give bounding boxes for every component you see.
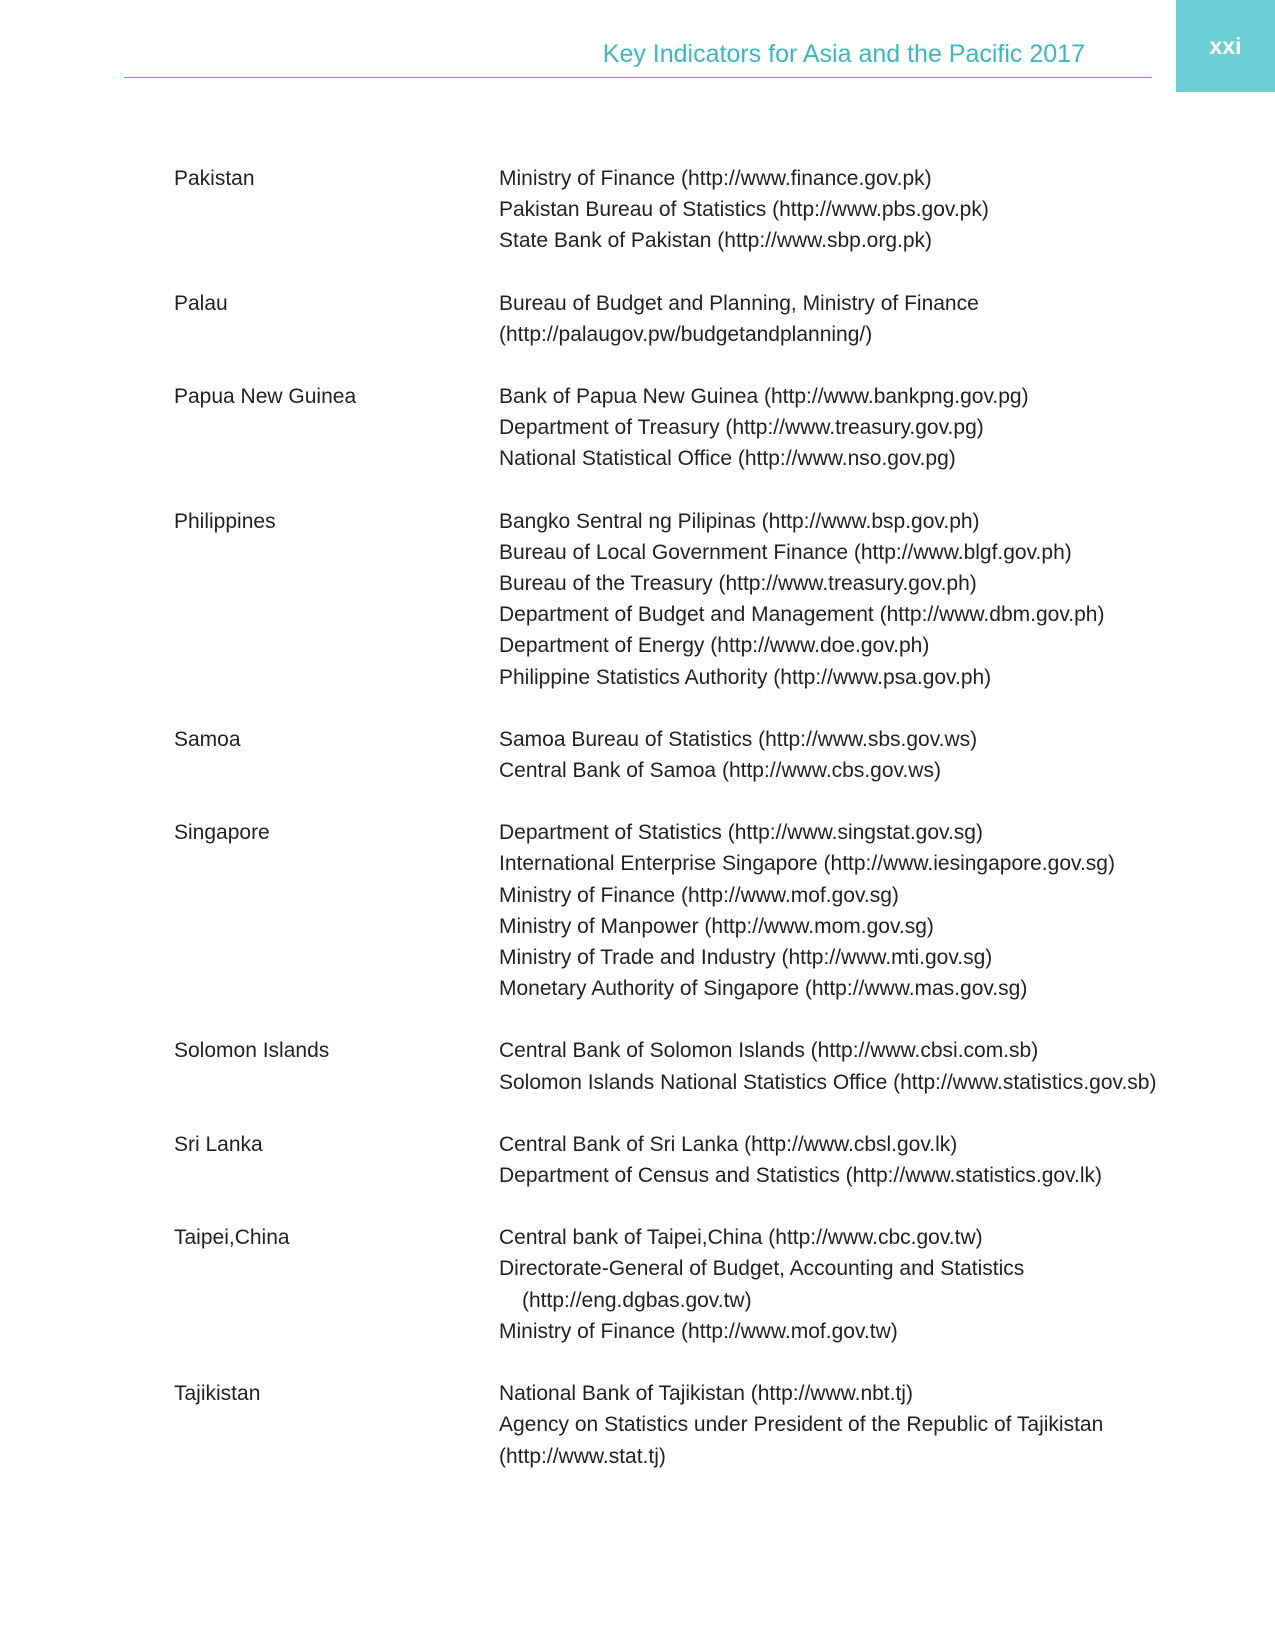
source-line: Central Bank of Samoa (http://www.cbs.gov.ws) <box>499 759 941 783</box>
source-list <box>499 1129 1174 1191</box>
source-line: Ministry of Finance (http://www.mof.gov.sg) <box>499 883 899 907</box>
source-line: Department of Statistics (http://www.singstat.gov.sg) <box>499 821 983 845</box>
entry-philippines <box>174 506 1174 693</box>
source-line: National Bank of Tajikistan (http://www.nbt.tj) <box>499 1382 913 1406</box>
source-line: Central Bank of Solomon Islands (http://www.cbsi.com.sb) <box>499 1039 1039 1063</box>
entry-solomon-islands <box>174 1035 1174 1097</box>
country-name: Philippines <box>174 509 276 533</box>
source-line: Ministry of Manpower (http://www.mom.gov.sg) <box>499 914 934 938</box>
source-list <box>499 1035 1174 1097</box>
source-line: Solomon Islands National Statistics Office (http://www.statistics.gov.sb) <box>499 1070 1157 1094</box>
country-name: Samoa <box>174 727 241 751</box>
source-line: Bureau of the Treasury (http://www.treasury.gov.ph) <box>499 572 977 596</box>
source-line: Monetary Authority of Singapore (http://www.mas.gov.sg) <box>499 977 1028 1001</box>
source-line: Department of Census and Statistics (http://www.statistics.gov.lk) <box>499 1164 1103 1188</box>
source-line: Department of Treasury (http://www.treasury.gov.pg) <box>499 416 984 440</box>
source-list <box>499 506 1174 693</box>
source-line: Pakistan Bureau of Statistics (http://www.pbs.gov.pk) <box>499 198 989 222</box>
country-name: Singapore <box>174 821 270 845</box>
source-line: Department of Budget and Management (http://www.dbm.gov.ph) <box>499 603 1105 627</box>
source-line: Samoa Bureau of Statistics (http://www.sbs.gov.ws) <box>499 727 978 751</box>
entry-papua-new-guinea <box>174 381 1174 475</box>
page-number: xxi <box>1209 32 1242 59</box>
source-list <box>499 1378 1174 1472</box>
country-name: Tajikistan <box>174 1382 261 1406</box>
source-line: Bureau of Budget and Planning, Ministry of Finance <box>499 291 979 315</box>
source-list <box>499 381 1174 475</box>
source-list <box>499 1222 1174 1347</box>
source-line: (http://palaugov.pw/budgetandplanning/) <box>499 322 873 346</box>
country-name: Palau <box>174 291 228 315</box>
header-divider <box>124 77 1152 78</box>
source-line: Department of Energy (http://www.doe.gov.ph) <box>499 634 930 658</box>
source-line: Agency on Statistics under President of the Republic of Tajikistan <box>499 1413 1104 1437</box>
sources-list <box>174 163 1174 1503</box>
running-header-title: Key Indicators for Asia and the Pacific 2017 <box>602 40 1085 68</box>
source-line: National Statistical Office (http://www.nso.gov.pg) <box>499 447 956 471</box>
source-line: Philippine Statistics Authority (http://www.psa.gov.ph) <box>499 665 992 689</box>
source-line: (http://www.stat.tj) <box>499 1444 666 1468</box>
source-list <box>499 724 1174 786</box>
source-line: International Enterprise Singapore (http://www.iesingapore.gov.sg) <box>499 852 1115 876</box>
source-line: Bank of Papua New Guinea (http://www.bankpng.gov.pg) <box>499 385 1029 409</box>
source-line: Ministry of Finance (http://www.mof.gov.tw) <box>499 1319 898 1343</box>
country-name: Solomon Islands <box>174 1039 330 1063</box>
source-line: Bureau of Local Government Finance (http://www.blgf.gov.ph) <box>499 540 1072 564</box>
entry-singapore <box>174 817 1174 1004</box>
entry-samoa <box>174 724 1174 786</box>
source-line: Directorate-General of Budget, Accounting and Statistics <box>499 1257 1025 1281</box>
source-list <box>499 288 1174 350</box>
source-line: Bangko Sentral ng Pilipinas (http://www.bsp.gov.ph) <box>499 509 980 533</box>
country-name: Taipei,China <box>174 1226 290 1250</box>
source-line: (http://eng.dgbas.gov.tw) <box>522 1288 752 1312</box>
country-name: Pakistan <box>174 167 255 190</box>
source-line: Ministry of Trade and Industry (http://www.mti.gov.sg) <box>499 946 993 970</box>
source-line: Central Bank of Sri Lanka (http://www.cbsl.gov.lk) <box>499 1132 958 1156</box>
page-number-tab <box>1176 0 1275 92</box>
entry-taipei-china <box>174 1222 1174 1347</box>
country-name: Sri Lanka <box>174 1132 263 1156</box>
country-name: Papua New Guinea <box>174 385 357 409</box>
entry-palau <box>174 288 1174 350</box>
source-line: State Bank of Pakistan (http://www.sbp.org.pk) <box>499 229 933 253</box>
entry-pakistan <box>174 163 1174 257</box>
source-line: Central bank of Taipei,China (http://www.cbc.gov.tw) <box>499 1226 983 1250</box>
entry-sri-lanka <box>174 1129 1174 1191</box>
source-list <box>499 817 1174 1004</box>
source-list <box>499 163 1174 257</box>
entry-tajikistan <box>174 1378 1174 1472</box>
source-line: Ministry of Finance (http://www.finance.gov.pk) <box>499 167 932 190</box>
